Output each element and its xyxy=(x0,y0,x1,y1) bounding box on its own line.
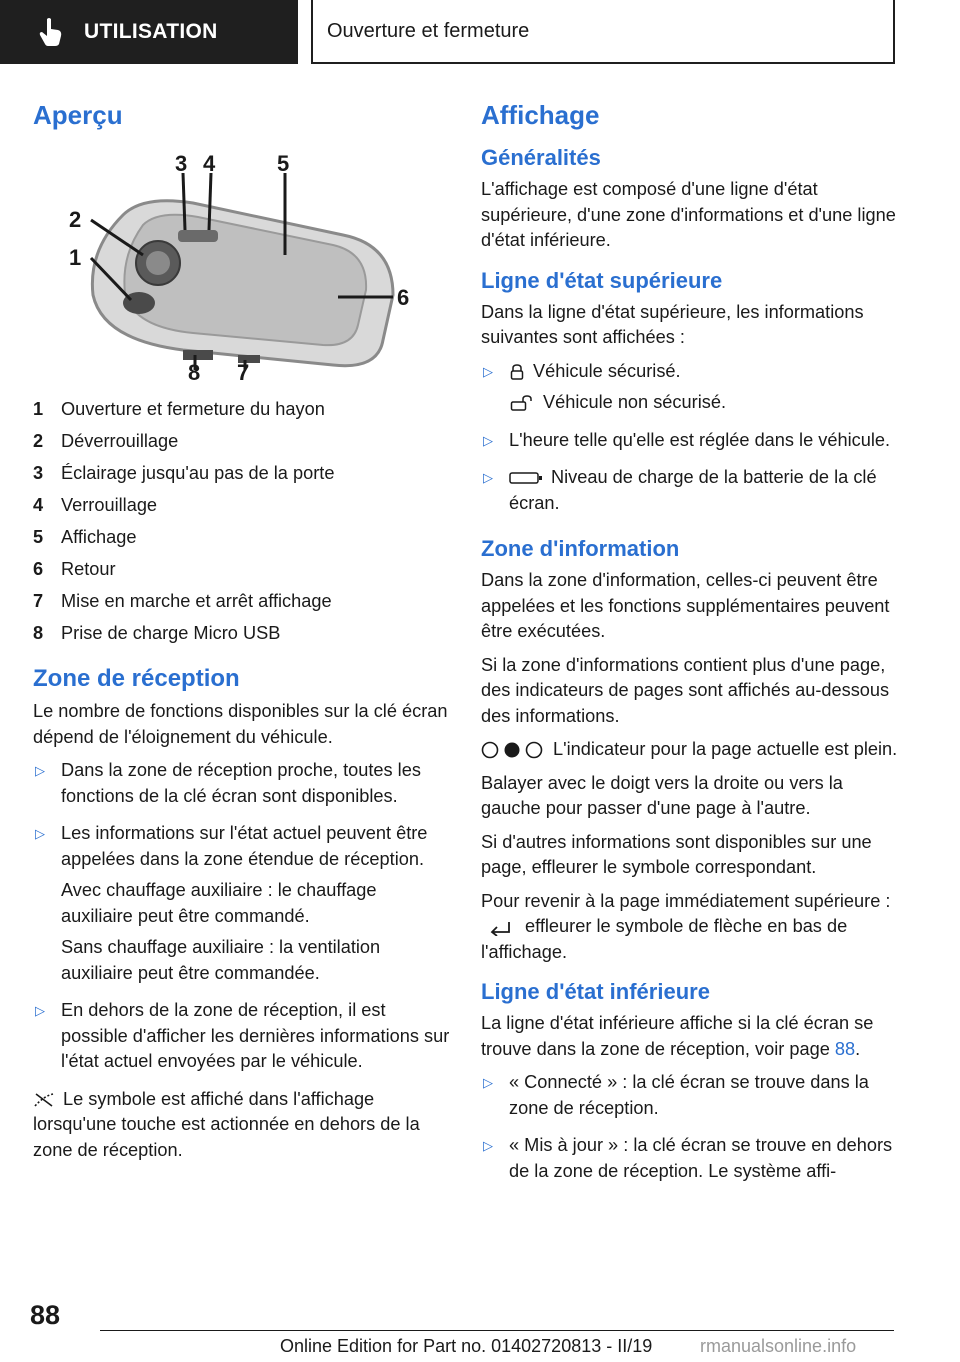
no-signal-icon xyxy=(33,1092,55,1108)
bullet-triangle-icon: ▷ xyxy=(483,432,493,448)
list-item: ▷ En dehors de la zone de réception, il est possible d'afficher les dernières informations sur l'état actuel envoyées par le véhicule. xyxy=(33,998,451,1081)
list-item: ▷ Les informations sur l'état actuel peuvent être appelées dans la zone étendue de réception. Avec chauffage auxiliaire : le chauffage auxiliaire peut être commandé. Sans chauffage auxiliaire : la ventilation auxiliaire peut être commandée. xyxy=(33,821,451,992)
info-more: Si d'autres informations sont disponibles sur une page, effleurer le symbole correspondant. xyxy=(481,831,872,877)
callout-2: 2 xyxy=(69,207,82,232)
callout-4: 4 xyxy=(203,151,216,176)
callout-7: 7 xyxy=(237,360,250,385)
bullet-triangle-icon: ▷ xyxy=(483,1075,493,1090)
reception-intro: Le nombre de fonctions disponibles sur la clé écran dépend de l'éloignement du véhicule. xyxy=(33,701,448,747)
page-indicator-note: L'indicateur pour la page actuelle est plein. xyxy=(481,737,899,763)
overview-heading: Aperçu xyxy=(33,100,123,130)
upper-status-heading: Ligne d'état supérieure xyxy=(481,267,723,293)
page-header xyxy=(0,0,960,66)
out-of-range-note: Le symbole est affiché dans l'affichage lorsqu'une touche est actionnée en dehors de la zone de réception. xyxy=(33,1088,420,1160)
list-item: 4 Verrouillage xyxy=(33,495,158,515)
info-zone-heading: Zone d'information xyxy=(481,536,680,561)
upper-status-bullets xyxy=(481,359,899,523)
bullet-triangle-icon: ▷ xyxy=(35,763,45,778)
list-item: ▷ « Connecté » : la clé écran se trouve dans la zone de réception. xyxy=(481,1070,899,1127)
list-item: ▷ « Mis à jour » : la clé écran se trouve en dehors de la zone de réception. Le système affi- xyxy=(481,1133,899,1190)
list-item: 8 Prise de charge Micro USB xyxy=(33,623,281,643)
right-column xyxy=(481,100,899,1196)
battery-icon xyxy=(509,471,543,485)
padlock-open-icon xyxy=(509,394,535,412)
list-item: ▷ Dans la zone de réception proche, toutes les fonctions de la clé écran sont disponibles. xyxy=(33,758,451,815)
info-text-2: Si la zone d'informations contient plus d'une page, des indicateurs de pages sont affichés au-dessous des informations. xyxy=(481,654,890,726)
chapter-title: Ouverture et fermeture xyxy=(311,0,895,64)
reception-bullets xyxy=(33,758,451,1081)
bullet-triangle-icon: ▷ xyxy=(483,1138,493,1153)
reception-heading: Zone de réception xyxy=(33,665,240,692)
upper-status-intro: Dans la ligne d'état supérieure, les informations suivantes sont affichées : xyxy=(481,301,864,347)
footer-divider xyxy=(100,1330,894,1331)
back-arrow-icon xyxy=(489,918,517,936)
left-column xyxy=(33,100,451,1171)
callout-8: 8 xyxy=(188,360,201,385)
bullet-triangle-icon: ▷ xyxy=(35,1003,45,1018)
display-key-figure xyxy=(33,145,413,385)
list-item: ▷ Niveau de charge de la batterie de la clé écran. xyxy=(481,465,899,522)
display-key-illustration xyxy=(33,145,413,385)
list-item: 6 Retour xyxy=(33,559,116,579)
display-heading: Affichage xyxy=(481,100,600,130)
page-link[interactable]: 88 xyxy=(834,1038,856,1059)
section-tab xyxy=(0,0,298,64)
list-item: 7 Mise en marche et arrêt affichage xyxy=(33,591,332,611)
lower-status-heading: Ligne d'état inférieure xyxy=(481,979,710,1004)
callout-5: 5 xyxy=(277,151,290,176)
watermark: rmanualsonline.info xyxy=(700,1336,857,1356)
lower-status-bullets xyxy=(481,1070,899,1190)
list-item: 5 Affichage xyxy=(33,527,137,547)
page-indicator-icon xyxy=(481,741,545,759)
lower-status-text: La ligne d'état inférieure affiche si la clé écran se trouve dans la zone de réception, voir page 88. xyxy=(481,1013,874,1059)
section-title: UTILISATION xyxy=(84,20,218,43)
list-item: 1 Ouverture et fermeture du hayon xyxy=(33,399,325,419)
bullet-triangle-icon: ▷ xyxy=(35,826,45,841)
callout-6: 6 xyxy=(397,285,410,310)
component-list xyxy=(33,393,451,649)
list-item: 3 Éclairage jusqu'au pas de la porte xyxy=(33,463,335,483)
list-item: 2 Déverrouillage xyxy=(33,431,179,451)
list-item: ▷ L'heure telle qu'elle est réglée dans le véhicule. xyxy=(481,428,899,460)
general-text: L'affichage est composé d'une ligne d'état supérieure, d'une zone d'informations et d'une ligne d'état inférieure. xyxy=(481,179,896,250)
callout-1: 1 xyxy=(69,245,82,270)
callout-3: 3 xyxy=(175,151,188,176)
bullet-triangle-icon: ▷ xyxy=(483,470,493,485)
bullet-triangle-icon: ▷ xyxy=(483,363,493,379)
general-heading: Généralités xyxy=(481,145,601,170)
info-text-1: Dans la zone d'information, celles-ci peuvent être appelées et les fonctions supplémentaires peuvent être exécutées. xyxy=(481,570,890,641)
padlock-closed-icon xyxy=(509,363,525,381)
page-number: 88 xyxy=(30,1300,61,1330)
info-swipe: Balayer avec le doigt vers la droite ou vers la gauche pour passer d'une page à l'autre. xyxy=(481,772,843,818)
list-item: ▷ Véhicule sécurisé. Véhicule non sécurisé. xyxy=(481,359,899,422)
hand-pointer-icon xyxy=(38,17,64,47)
edition-note: Online Edition for Part no. 01402720813 - II/19 xyxy=(280,1336,653,1356)
info-back: Pour revenir à la page immédiatement supérieure : effleurer le symbole de flèche en bas de l'affichage. xyxy=(481,890,891,962)
